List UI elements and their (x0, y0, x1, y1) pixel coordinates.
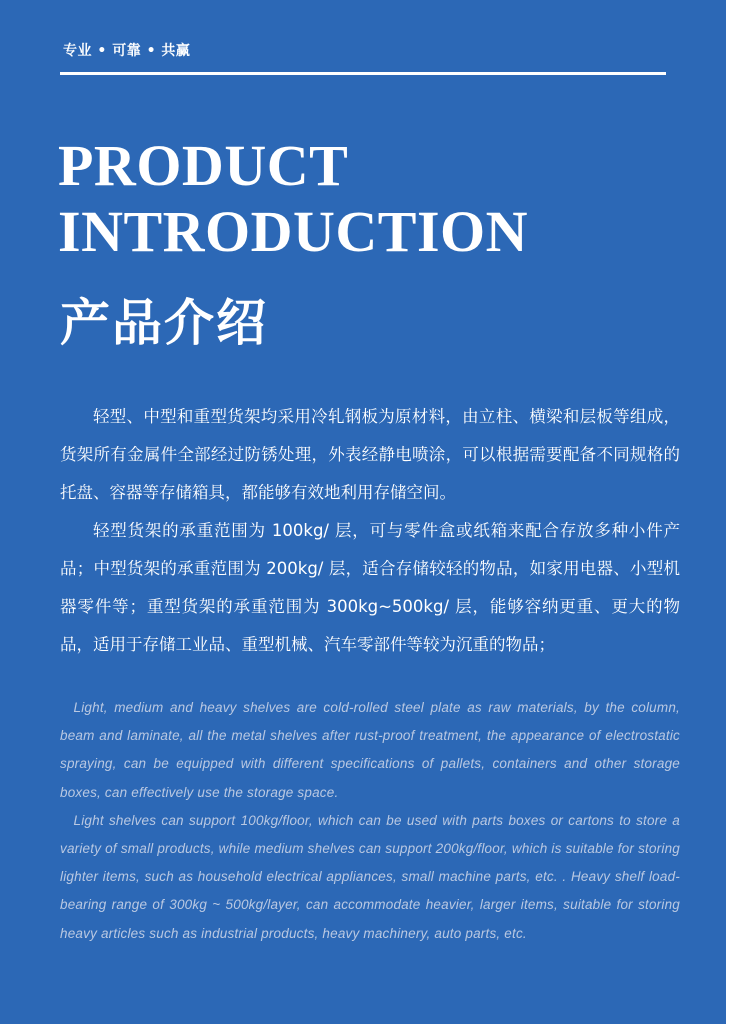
english-paragraph-1: Light, medium and heavy shelves are cold-rolled steel plate as raw materials, by the column, beam and laminate, all the metal shelves after rust-proof treatment, the appearance of electrostatic spraying, can be equipped with different specifications of pallets, containers and other storage boxes, can effectively use the storage space. (60, 700, 680, 800)
english-paragraph-2: Light shelves can support 100kg/floor, which can be used with parts boxes or cartons to store a variety of small products, while medium shelves can support 200kg/floor, which is suitable for storing lighter items, such as household electrical appliances, small machine parts, etc. . Heavy shelf load-bearing range of 300kg ~ 500kg/layer, can accommodate heavier, larger items, suitable for storing heavy articles such as industrial products, heavy machinery, auto parts, etc. (60, 812, 680, 941)
header-divider (60, 72, 666, 75)
english-title (58, 133, 528, 265)
english-body (60, 694, 680, 948)
chinese-paragraph-1: 轻型、中型和重型货架均采用冷轧钢板为原材料，由立柱、横梁和层板等组成，货架所有金属件全部经过防锈处理，外表经静电喷涂，可以根据需要配备不同规格的托盘、容器等存储箱具，都能够有效地利用存储空间。 (60, 407, 680, 502)
chinese-body (60, 398, 680, 664)
tagline: 专业 • 可靠 • 共赢 (63, 43, 191, 59)
chinese-paragraph-2: 轻型货架的承重范围为 100kg/ 层，可与零件盒或纸箱来配合存放多种小件产品；中型货架的承重范围为 200kg/ 层，适合存储较轻的物品，如家用电器、小型机器零件等；重型货架的承重范围为 300kg~500kg/ 层，能够容纳更重、更大的物品，适用于存储工业品、重型机械、汽车零部件等较为沉重的物品； (60, 521, 680, 654)
chinese-title: 产品介绍 (60, 294, 268, 352)
english-title-line-2: INTRODUCTION (58, 199, 529, 264)
english-title-line-1: PRODUCT (58, 133, 349, 198)
